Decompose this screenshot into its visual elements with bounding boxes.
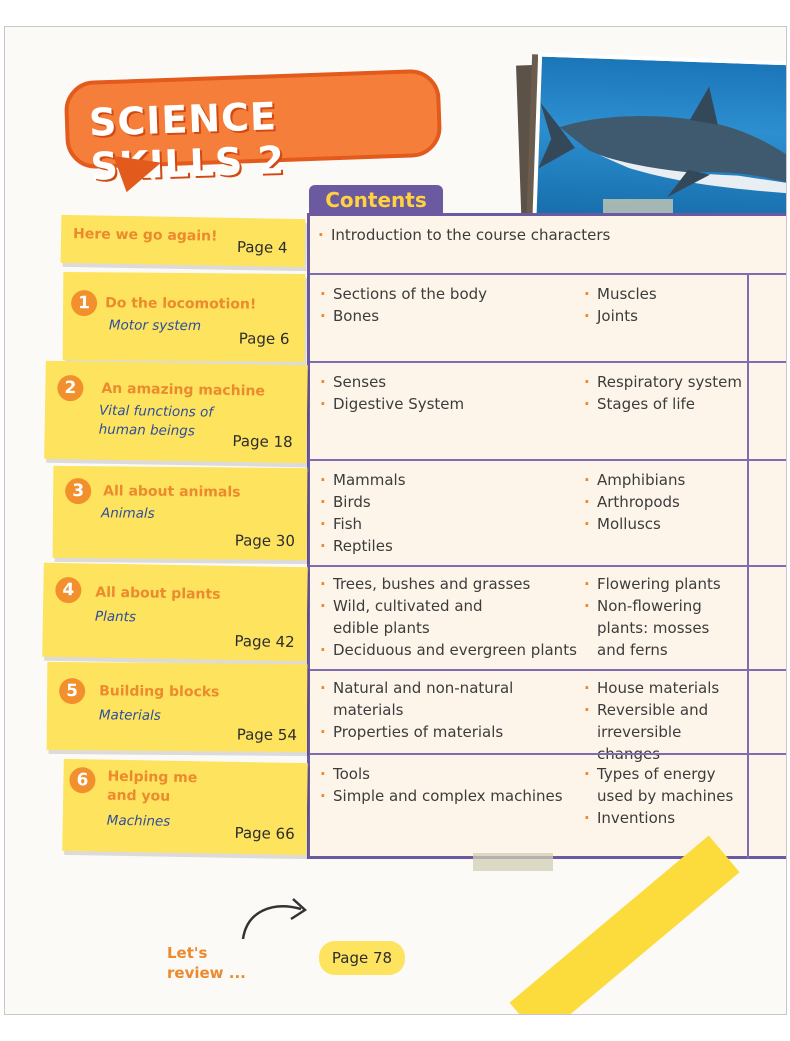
list-item: · Wild, cultivated and edible plants: [320, 595, 490, 639]
list-item: · Joints: [584, 305, 657, 327]
title-bubble: [64, 68, 443, 189]
row-left-cell: [320, 469, 406, 557]
list-item: · House materials: [584, 677, 744, 699]
unit-subtitle: Motor system: [108, 317, 202, 335]
unit-note-intro[interactable]: [61, 215, 306, 267]
unit-page: Page 42: [234, 632, 295, 652]
row-left-cell: [318, 224, 610, 246]
table-row: [310, 216, 787, 274]
list-item: · Flowering plants: [584, 573, 734, 595]
list-item: · Reversible and irreversible changes: [584, 699, 744, 765]
table-row: [310, 565, 787, 669]
list-item: · Bones: [320, 305, 487, 327]
unit-number: 4: [55, 577, 81, 603]
list-item: · Respiratory system: [584, 371, 742, 393]
unit-page: Page 66: [234, 823, 295, 843]
row-left-cell: [320, 573, 575, 661]
table-row: [310, 273, 787, 361]
row-right-cell: [584, 371, 742, 415]
unit-subtitle: Machines: [106, 812, 171, 830]
contents-table: [307, 213, 787, 859]
unit-page: Page 4: [236, 237, 288, 257]
unit-number: 5: [59, 678, 85, 704]
list-item: · Muscles: [584, 283, 657, 305]
row-left-cell: [320, 677, 520, 743]
review-label: [167, 943, 246, 983]
contents-tab: Contents: [309, 185, 443, 215]
unit-page: Page 30: [234, 531, 296, 551]
list-item: · Types of energy used by machines: [584, 763, 734, 807]
unit-note-4[interactable]: [42, 563, 308, 662]
list-item: · Simple and complex machines: [320, 785, 563, 807]
list-item: · Molluscs: [584, 513, 685, 535]
list-item: · Arthropods: [584, 491, 685, 513]
review-label-line2: review ...: [167, 964, 246, 982]
unit-page: Page 18: [232, 431, 293, 452]
unit-subtitle: Vital functions of human beings: [98, 402, 214, 440]
list-item: · Non-flowering plants: mosses and ferns: [584, 595, 734, 661]
unit-title: Do the locomotion!: [105, 295, 257, 313]
row-right-cell: [584, 573, 734, 661]
review-label-line1: Let's: [167, 944, 208, 962]
unit-number: 3: [65, 478, 91, 504]
unit-title: Building blocks: [99, 683, 220, 701]
unit-note-5[interactable]: [47, 662, 308, 752]
unit-note-2[interactable]: [44, 361, 308, 464]
unit-title: An amazing machine: [101, 380, 266, 400]
tape: [473, 853, 553, 871]
unit-number: 2: [57, 375, 83, 401]
column-divider: [747, 273, 749, 859]
list-item: · Fish: [320, 513, 406, 535]
page-title: SCIENCE SKILLS 2: [88, 94, 286, 189]
table-row: [310, 459, 787, 565]
unit-note-6[interactable]: [62, 759, 308, 855]
list-item: · Sections of the body: [320, 283, 487, 305]
unit-note-3[interactable]: [53, 466, 308, 560]
unit-subtitle: Materials: [98, 707, 161, 724]
unit-number: 6: [69, 767, 95, 793]
unit-note-1[interactable]: [63, 272, 306, 362]
list-item: · Amphibians: [584, 469, 685, 491]
row-left-cell: [320, 283, 487, 327]
row-right-cell: [584, 763, 734, 829]
list-item: · Digestive System: [320, 393, 464, 415]
row-right-cell: [584, 469, 685, 535]
row-right-cell: [584, 677, 744, 765]
unit-title: Helping me and you: [107, 768, 198, 805]
list-item: · Inventions: [584, 807, 734, 829]
unit-subtitle: Plants: [94, 608, 137, 626]
list-item: · Natural and non-natural materials: [320, 677, 520, 721]
list-item: · Stages of life: [584, 393, 742, 415]
table-row: [310, 361, 787, 459]
list-item: · Deciduous and evergreen plants: [320, 639, 575, 661]
row-left-cell: [320, 763, 563, 807]
unit-page: Page 54: [236, 725, 298, 745]
list-item: · Introduction to the course characters: [318, 224, 610, 246]
list-item: · Tools: [320, 763, 563, 785]
list-item: · Mammals: [320, 469, 406, 491]
unit-title: All about plants: [95, 584, 221, 603]
list-item: · Reptiles: [320, 535, 406, 557]
unit-number: 1: [71, 290, 97, 316]
unit-title: All about animals: [103, 483, 241, 501]
unit-title: Here we go again!: [72, 226, 218, 245]
list-item: · Senses: [320, 371, 464, 393]
arrow-icon: [237, 889, 315, 943]
row-left-cell: [320, 371, 464, 415]
list-item: · Trees, bushes and grasses: [320, 573, 575, 595]
list-item: · Properties of materials: [320, 721, 520, 743]
book-page: [4, 26, 787, 1015]
unit-subtitle: Animals: [100, 505, 155, 522]
list-item: · Birds: [320, 491, 406, 513]
row-right-cell: [584, 283, 657, 327]
review-page-link[interactable]: Page 78: [319, 941, 405, 975]
table-row: [310, 669, 787, 763]
unit-page: Page 6: [238, 329, 290, 348]
